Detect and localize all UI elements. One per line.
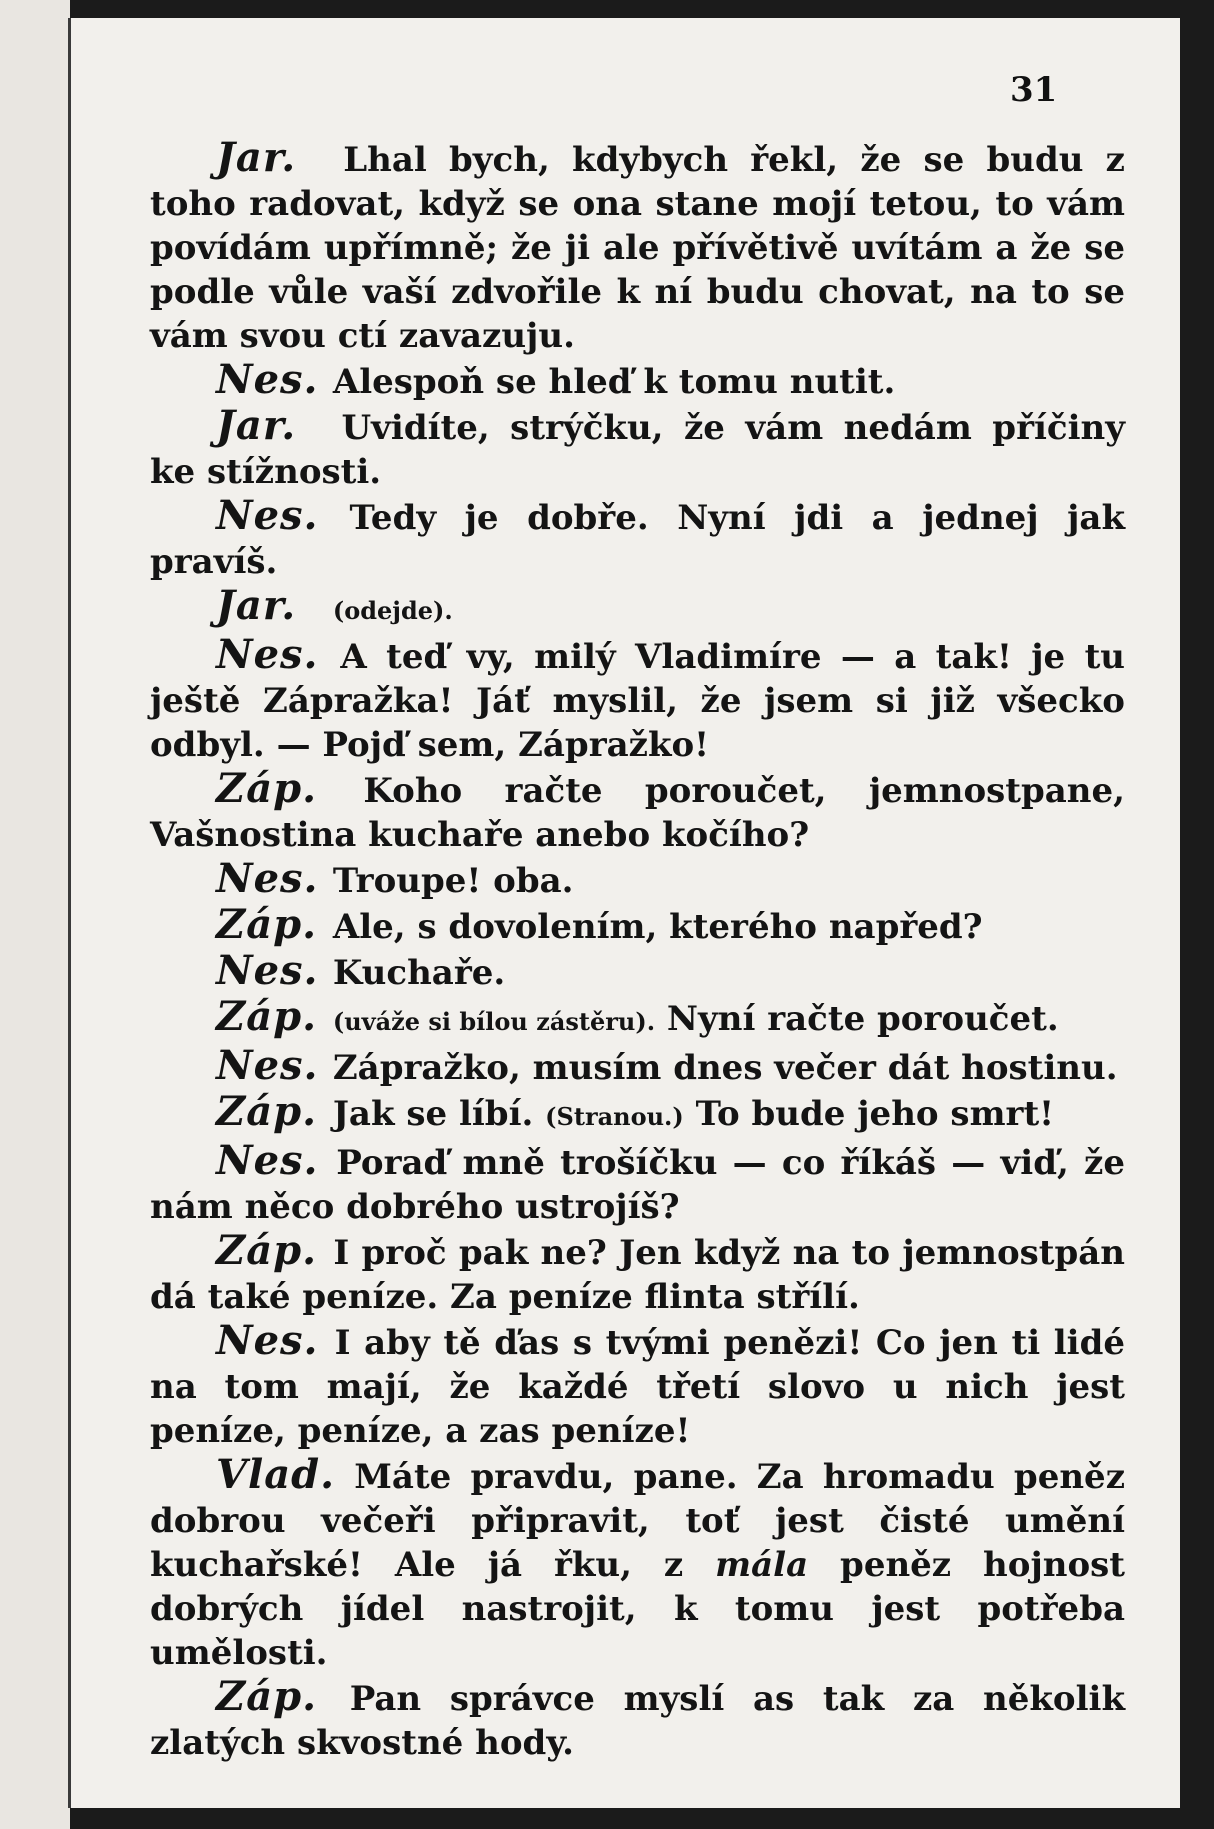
speaker-name: Nes. (216, 356, 319, 403)
dialogue-line (150, 1090, 1125, 1139)
speaker-name: Nes. (216, 855, 319, 902)
speaker-name: Jar. (216, 402, 297, 449)
dialogue-line (150, 1675, 1125, 1765)
dialogue-line (150, 494, 1125, 584)
line-text: Uvidíte, strýčku, že vám nedám příčiny ke stížnosti. (150, 408, 1125, 492)
emphasized-word: mála (715, 1545, 809, 1585)
page-gutter (68, 18, 71, 1808)
line-text: peněz hojnost dobrých jídel nastrojit, k tomu jest potřeba umělosti. (150, 1545, 1125, 1673)
speaker-name: Nes. (216, 947, 319, 994)
line-text: Máte pravdu, pane. Za hromadu peněz dobrou večeři připravit, toť jest čisté umění kuchařské! Ale já řku, z (150, 1457, 1125, 1585)
line-text: Tedy je dobře. Nyní jdi a jednej jak pravíš. (150, 498, 1126, 582)
line-text: Jak se líbí. (332, 1094, 534, 1134)
line-text: To bude jeho smrt! (695, 1094, 1055, 1134)
dialogue-line (150, 404, 1125, 494)
dialogue-line (150, 136, 1125, 358)
page-number: 31 (1010, 70, 1058, 110)
stage-direction: (uváže si bílou zástěru). (332, 1007, 656, 1036)
adjacent-page-edge (0, 0, 70, 1829)
line-text: Troupe! oba. (332, 861, 574, 901)
speaker-name: Jar. (216, 582, 297, 629)
speaker-name: Nes. (216, 631, 319, 678)
stage-direction: (odejde). (332, 596, 453, 625)
dialogue-line (150, 1139, 1125, 1229)
speaker-name: Záp. (216, 1088, 318, 1135)
speaker-name: Nes. (216, 1137, 319, 1184)
line-text: I aby tě ďas s tvými penězi! Co jen ti lidé na tom mají, že každé třetí slovo u nich jest peníze, peníze, a zas peníze! (150, 1323, 1125, 1451)
line-text: Alespoň se hleď k tomu nutit. (332, 362, 896, 402)
dialogue-line (150, 358, 1125, 404)
speaker-name: Nes. (216, 1042, 319, 1089)
dialogue-line (150, 1319, 1125, 1453)
dialogue-line (150, 633, 1125, 767)
speaker-name: Vlad. (216, 1451, 336, 1498)
speaker-name: Záp. (216, 765, 318, 812)
line-text: Lhal bych, kdybych řekl, že se budu z toho radovat, když se ona stane mojí tetou, to vám povídám upřímně; že ji ale přívětivě uvítám a že se podle vůle vaší zdvořile k ní budu chovat, na to se vám svou ctí zavazuju. (150, 140, 1125, 356)
dialogue-text (150, 136, 1125, 1765)
dialogue-line (150, 767, 1125, 857)
line-text: Zápražko, musím dnes večer dát hostinu. (332, 1048, 1118, 1088)
speaker-name: Nes. (216, 1317, 319, 1364)
stage-direction: (Stranou.) (545, 1102, 684, 1131)
speaker-name: Nes. (216, 492, 319, 539)
dialogue-line (150, 995, 1125, 1044)
line-text: Nyní račte poroučet. (666, 999, 1059, 1039)
speaker-name: Záp. (216, 1673, 318, 1720)
book-page (70, 18, 1180, 1808)
line-text: I proč pak ne? Jen když na to jemnostpán dá také peníze. Za peníze flinta střílí. (150, 1233, 1125, 1317)
line-text: Koho račte poroučet, jemnostpane, Vašnostina kuchaře anebo kočího? (150, 771, 1125, 855)
dialogue-line (150, 584, 1125, 633)
line-text: Pan správce myslí as tak za několik zlatých skvostné hody. (150, 1679, 1126, 1763)
line-text: Poraď mně trošíčku — co říkáš — viď, že nám něco dobrého ustrojíš? (150, 1143, 1125, 1227)
line-text: Kuchaře. (332, 953, 506, 993)
speaker-name: Záp. (216, 901, 318, 948)
speaker-name: Jar. (216, 134, 297, 181)
dialogue-line (150, 857, 1125, 903)
speaker-name: Záp. (216, 1227, 318, 1274)
speaker-name: Záp. (216, 993, 318, 1040)
line-text: Ale, s dovolením, kterého napřed? (332, 907, 983, 947)
dialogue-line (150, 1453, 1125, 1675)
dialogue-line (150, 949, 1125, 995)
dialogue-line (150, 903, 1125, 949)
dialogue-line (150, 1044, 1125, 1090)
line-text: A teď vy, milý Vladimíre — a tak! je tu ještě Zápražka! Jáť myslil, že jsem si již všecko odbyl. — Pojď sem, Zápražko! (150, 637, 1125, 765)
dialogue-line (150, 1229, 1125, 1319)
